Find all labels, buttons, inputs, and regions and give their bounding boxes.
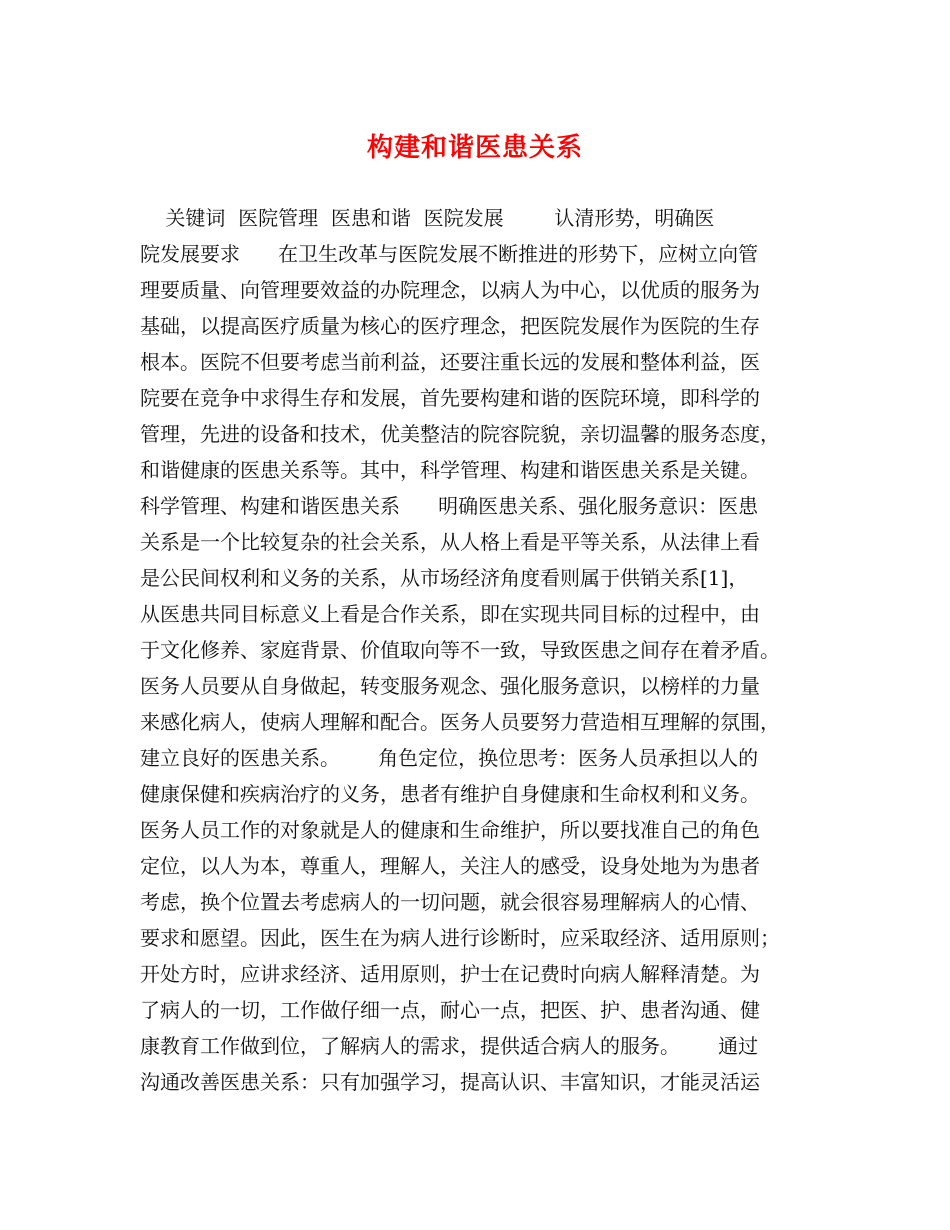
body-line: 从医患共同目标意义上看是合作关系，即在实现共同目标的过程中，由: [140, 602, 760, 626]
body-line: 科学管理、构建和谐医患关系 明确医患关系、强化服务意识：医患: [140, 494, 759, 518]
body-line: 于文化修养、家庭背景、价值取向等不一致，导致医患之间存在着矛盾。: [140, 638, 780, 662]
body-line: 建立良好的医患关系。 角色定位，换位思考：医务人员承担以人的: [140, 746, 759, 770]
body-line: 康教育工作做到位，了解病人的需求，提供适合病人的服务。 通过: [140, 1034, 759, 1058]
body-line: 院发展要求 在卫生改革与医院发展不断推进的形势下，应树立向管: [140, 242, 759, 266]
body-line: 和谐健康的医患关系等。其中，科学管理、构建和谐医患关系是关键。: [140, 458, 760, 482]
body-line: 根本。医院不但要考虑当前利益，还要注重长远的发展和整体利益，医: [140, 350, 760, 374]
body-line: 关系是一个比较复杂的社会关系，从人格上看是平等关系，从法律上看: [140, 530, 760, 554]
document-body: [140, 200, 840, 1100]
body-line: 考虑，换个位置去考虑病人的一切问题，就会很容易理解病人的心情、: [140, 890, 760, 914]
body-line: 沟通改善医患关系：只有加强学习，提高认识、丰富知识，才能灵活运: [140, 1070, 760, 1094]
body-line: 开处方时，应讲求经济、适用原则，护士在记费时向病人解释清楚。为: [140, 962, 760, 986]
body-line: 关键词 医院管理 医患和谐 医院发展 认清形势，明确医: [140, 206, 715, 230]
body-line: 医务人员要从自身做起，转变服务观念、强化服务意识，以榜样的力量: [140, 674, 760, 698]
body-line: 基础，以提高医疗质量为核心的医疗理念，把医院发展作为医院的生存: [140, 314, 760, 338]
body-line: 是公民间权利和义务的关系，从市场经济角度看则属于供销关系[1]，: [140, 566, 749, 590]
body-line: 健康保健和疾病治疗的义务，患者有维护自身健康和生命权利和义务。: [140, 782, 760, 806]
body-line: 定位，以人为本，尊重人，理解人，关注人的感受，设身处地为为患者: [140, 854, 760, 878]
body-line: 医务人员工作的对象就是人的健康和生命维护，所以要找准自己的角色: [140, 818, 760, 842]
body-line: 要求和愿望。因此，医生在为病人进行诊断时，应采取经济、适用原则；: [140, 926, 780, 950]
body-line: 理要质量、向管理要效益的办院理念，以病人为中心，以优质的服务为: [140, 278, 760, 302]
document-title: 构建和谐医患关系: [366, 133, 583, 163]
body-line: 来感化病人，使病人理解和配合。医务人员要努力营造相互理解的氛围，: [140, 710, 780, 734]
body-line: 管理，先进的设备和技术，优美整洁的院容院貌，亲切温馨的服务态度，: [140, 422, 780, 446]
body-line: 院要在竞争中求得生存和发展，首先要构建和谐的医院环境，即科学的: [140, 386, 760, 410]
body-line: 了病人的一切，工作做仔细一点，耐心一点，把医、护、患者沟通、健: [140, 998, 760, 1022]
